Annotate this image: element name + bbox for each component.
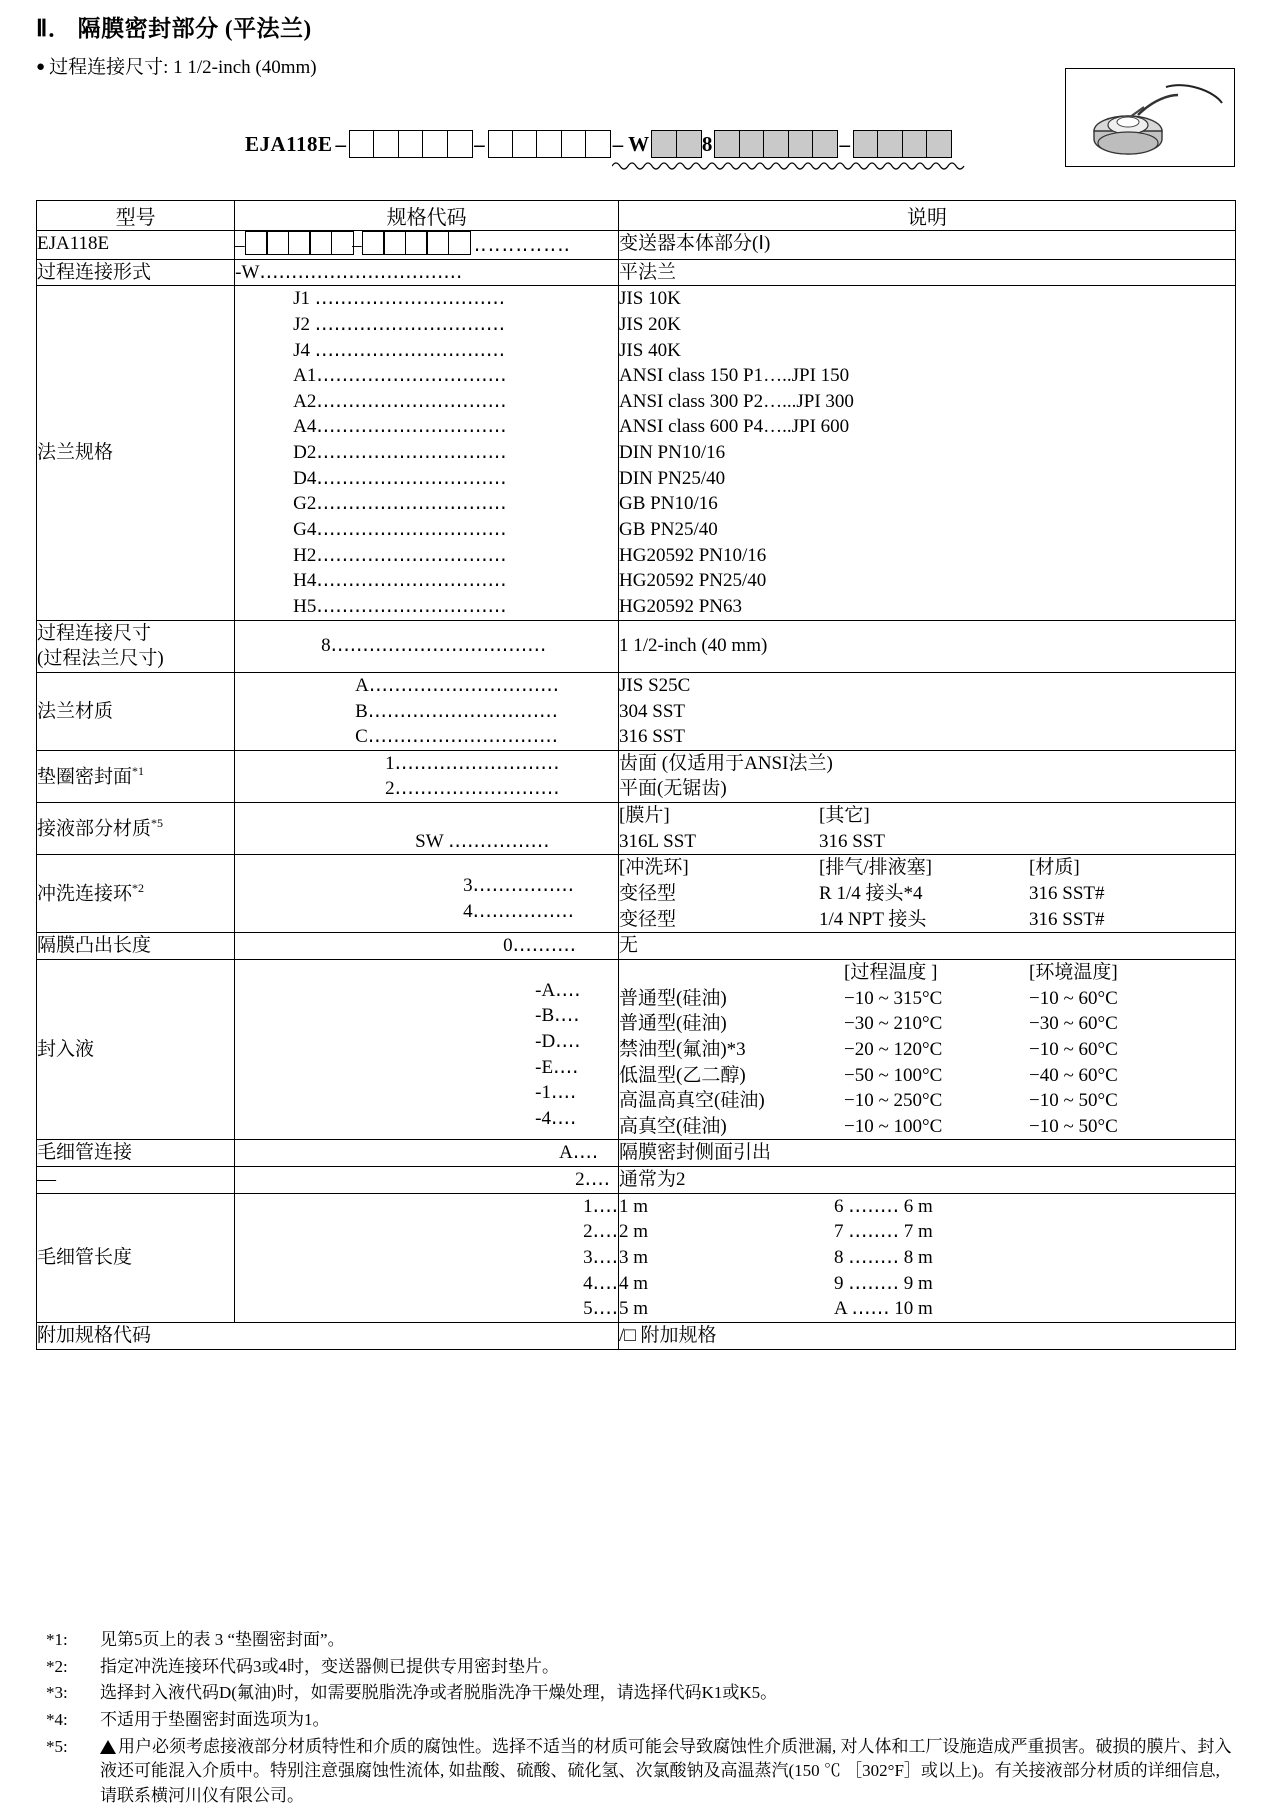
row-label: — <box>37 1167 235 1194</box>
table-row <box>37 803 1236 855</box>
model-dash-1: – <box>335 131 347 156</box>
row-label: 封入液 <box>37 959 235 1139</box>
row-desc: 变送器本体部分(Ⅰ) <box>619 231 1236 260</box>
row-desc: 平法兰 <box>619 259 1236 286</box>
row-label: 法兰材质 <box>37 672 235 750</box>
model-eight-label: 8 <box>701 131 713 156</box>
row-label: 冲洗连接环$^{*2}$ <box>37 855 235 933</box>
table-row <box>37 1140 1236 1167</box>
table-row <box>37 259 1236 286</box>
row-label: 毛细管长度 <box>37 1193 235 1322</box>
table-row <box>37 1167 1236 1194</box>
table-row <box>37 231 1236 260</box>
row-label: 附加规格代码 <box>37 1322 619 1349</box>
row-code: SW ‥‥‥‥‥‥‥‥ <box>235 803 619 855</box>
table-row <box>37 620 1236 672</box>
page-title: Ⅱ． 隔膜密封部分 (平法兰) <box>36 16 312 41</box>
row-code: 0‥‥‥‥‥ <box>235 933 619 960</box>
row-label: 垫圈密封面$^{*1}$ <box>37 750 235 802</box>
row-label: 法兰规格 <box>37 286 235 620</box>
header-model: 型号 <box>37 201 235 231</box>
model-dash-2: – <box>474 131 485 156</box>
row-label: 毛细管连接 <box>37 1140 235 1167</box>
row-desc: 1 m 6 ‥‥‥‥ 6 m 2 m 7 ‥‥‥‥ 7 m 3 m 8 ‥‥‥‥ 8 m 4 m 9 ‥‥‥‥ 9 m 5 m A ‥‥‥ 10 m <box>619 1193 1236 1322</box>
model-group-4 <box>853 130 951 158</box>
model-group-2 <box>488 130 610 158</box>
row-label: 过程连接形式 <box>37 259 235 286</box>
row-code: -W‥‥‥‥‥‥‥‥‥‥‥‥‥‥‥‥ <box>235 259 619 286</box>
table-row <box>37 1322 1236 1349</box>
table-row <box>37 933 1236 960</box>
row-desc: 通常为2 <box>619 1167 1236 1194</box>
footnote-2: *2: 指定冲洗连接环代码3或4时，变送器侧已提供专用密封垫片。 <box>46 1656 559 1676</box>
row-desc: [过程温度 ] [环境温度] 普通型(硅油) −10 ~ 315°C −10 ~ 60°C 普通型(硅油) −30 ~ 210°C −30 ~ 60°C 禁油型(氟油)*3 −20 ~ 120°C −10 ~ 60°C 低温型(乙二醇) −50 ~ 100°C −40 ~ 60°C 高温高真空(硅油) −10 ~ 250°C −10 ~ 50°C 高真空(硅油) −10 ~ 100°C −10 ~ 50°C <box>619 959 1236 1139</box>
row-desc: 隔膜密封侧面引出 <box>619 1140 1236 1167</box>
row-label: 过程连接尺寸 (过程法兰尺寸) <box>37 620 235 672</box>
row-code: 1‥‥‥‥‥‥‥‥‥‥‥‥‥ 2‥‥‥‥‥‥‥‥‥‥‥‥‥ <box>235 750 619 802</box>
model-prefix: EJA118E <box>245 131 333 156</box>
table-row <box>37 750 1236 802</box>
footnote-4: *4: 不适用于垫圈密封面选项为1。 <box>46 1709 330 1729</box>
header-description: 说明 <box>619 201 1236 231</box>
row-desc: JIS S25C 304 SST 316 SST <box>619 672 1236 750</box>
bullet-icon: ● <box>36 59 46 75</box>
model-w-label: W <box>628 131 650 156</box>
model-group-3 <box>714 130 836 158</box>
footnote-1: *1: 见第5页上的表 3 “垫圈密封面”。 <box>46 1630 345 1649</box>
row-desc: 1 1/2-inch (40 mm) <box>619 620 1236 672</box>
underline-squiggle <box>612 160 968 170</box>
table-row <box>37 855 1236 933</box>
header-code: 规格代码 <box>235 201 619 231</box>
row-desc: [冲洗环] [排气/排液塞] [材质] 变径型 R 1/4 接头*4 316 SST# 变径型 1/4 NPT 接头 316 SST# <box>619 855 1236 933</box>
row-code: 2‥‥ <box>235 1167 619 1194</box>
row-code: – – ‥‥‥‥‥‥‥ <box>235 231 619 260</box>
footnote-3: *3: 选择封入液代码D(氟油)时，如需要脱脂洗净或者脱脂洗净干燥处理，请选择代码K1或K5。 <box>46 1683 778 1703</box>
row-label: 接液部分材质$^{*5}$ <box>37 803 235 855</box>
product-photo <box>1065 68 1235 167</box>
row-code: 1‥‥ 2‥‥ 3‥‥ 4‥‥ 5‥‥ <box>235 1193 619 1322</box>
spec-code-table <box>36 200 1236 1350</box>
model-code-string <box>245 130 951 158</box>
row-code: 3‥‥‥‥‥‥‥‥ 4‥‥‥‥‥‥‥‥ <box>235 855 619 933</box>
model-dash-3: – <box>612 131 624 156</box>
row-label: 隔膜凸出长度 <box>37 933 235 960</box>
table-row <box>37 672 1236 750</box>
model-dash-4: – <box>839 131 850 156</box>
row-code: A‥‥ <box>235 1140 619 1167</box>
row-desc: [膜片] [其它] 316L SST 316 SST <box>619 803 1236 855</box>
warning-icon <box>100 1740 116 1754</box>
row-desc: /□ 附加规格 <box>619 1322 1236 1349</box>
table-row <box>37 286 1236 620</box>
row-code: 8‥‥‥‥‥‥‥‥‥‥‥‥‥‥‥‥‥ <box>235 620 619 672</box>
model-group-1 <box>349 130 471 158</box>
row-code: -A‥‥ -B‥‥ -D‥‥ -E‥‥ -1‥‥ -4‥‥ <box>235 959 619 1139</box>
row-desc: 无 <box>619 933 1236 960</box>
row-code: J1 ‥‥‥‥‥‥‥‥‥‥‥‥‥‥‥ J2 ‥‥‥‥‥‥‥‥‥‥‥‥‥‥‥ J4 ‥‥‥‥‥‥‥‥‥‥‥‥‥‥‥ A1‥‥‥‥‥‥‥‥‥‥‥‥‥‥‥ A2‥‥‥‥‥‥‥‥‥‥‥‥‥‥‥ A4‥‥‥‥‥‥‥‥‥‥‥‥‥‥‥ D2‥‥‥‥‥‥‥‥‥‥‥‥‥‥‥ D4‥‥‥‥‥‥‥‥‥‥‥‥‥‥‥ G2‥‥‥‥‥‥‥‥‥‥‥‥‥‥‥ G4‥‥‥‥‥‥‥‥‥‥‥‥‥‥‥ H2‥‥‥‥‥‥‥‥‥‥‥‥‥‥‥ H4‥‥‥‥‥‥‥‥‥‥‥‥‥‥‥ H5‥‥‥‥‥‥‥‥‥‥‥‥‥‥‥ <box>235 286 619 620</box>
footnote-5: *5: 用户必须考虑接液部分材质特性和介质的腐蚀性。选择不适当的材质可能会导致腐蚀性介质泄漏, 对人体和工厂设施造成严重损害。破损的膜片、封入液还可能混入介质中。特别注意强腐蚀性流体, 如盐酸、硫酸、硫化氢、次氯酸钠及高温蒸汽(150 ℃ ［302°F］或以上)。有关接液部分材质的详细信息, 请联系横河川仪有限公司。 <box>46 1736 1232 1805</box>
row-label: EJA118E <box>37 231 235 260</box>
table-row <box>37 959 1236 1139</box>
table-row <box>37 1193 1236 1322</box>
footnotes <box>46 1628 1236 1810</box>
table-header-row <box>37 201 1236 231</box>
process-connection-size-note: ● 过程连接尺寸: 1 1/2-inch (40mm) <box>36 57 317 78</box>
row-code: A‥‥‥‥‥‥‥‥‥‥‥‥‥‥‥ B‥‥‥‥‥‥‥‥‥‥‥‥‥‥‥ C‥‥‥‥‥‥‥‥‥‥‥‥‥‥‥ <box>235 672 619 750</box>
model-filled-box <box>651 130 700 158</box>
row-desc: 齿面 (仅适用于ANSI法兰) 平面(无锯齿) <box>619 750 1236 802</box>
row-desc: JIS 10K JIS 20K JIS 40K ANSI class 150 P1…..JPI 150 ANSI class 300 P2…...JPI 300 ANSI class 600 P4…..JPI 600 DIN PN10/16 DIN PN25/40 GB PN10/16 GB PN25/40 HG20592 PN10/16 HG20592 PN25/40 HG20592 PN63 <box>619 286 1236 620</box>
